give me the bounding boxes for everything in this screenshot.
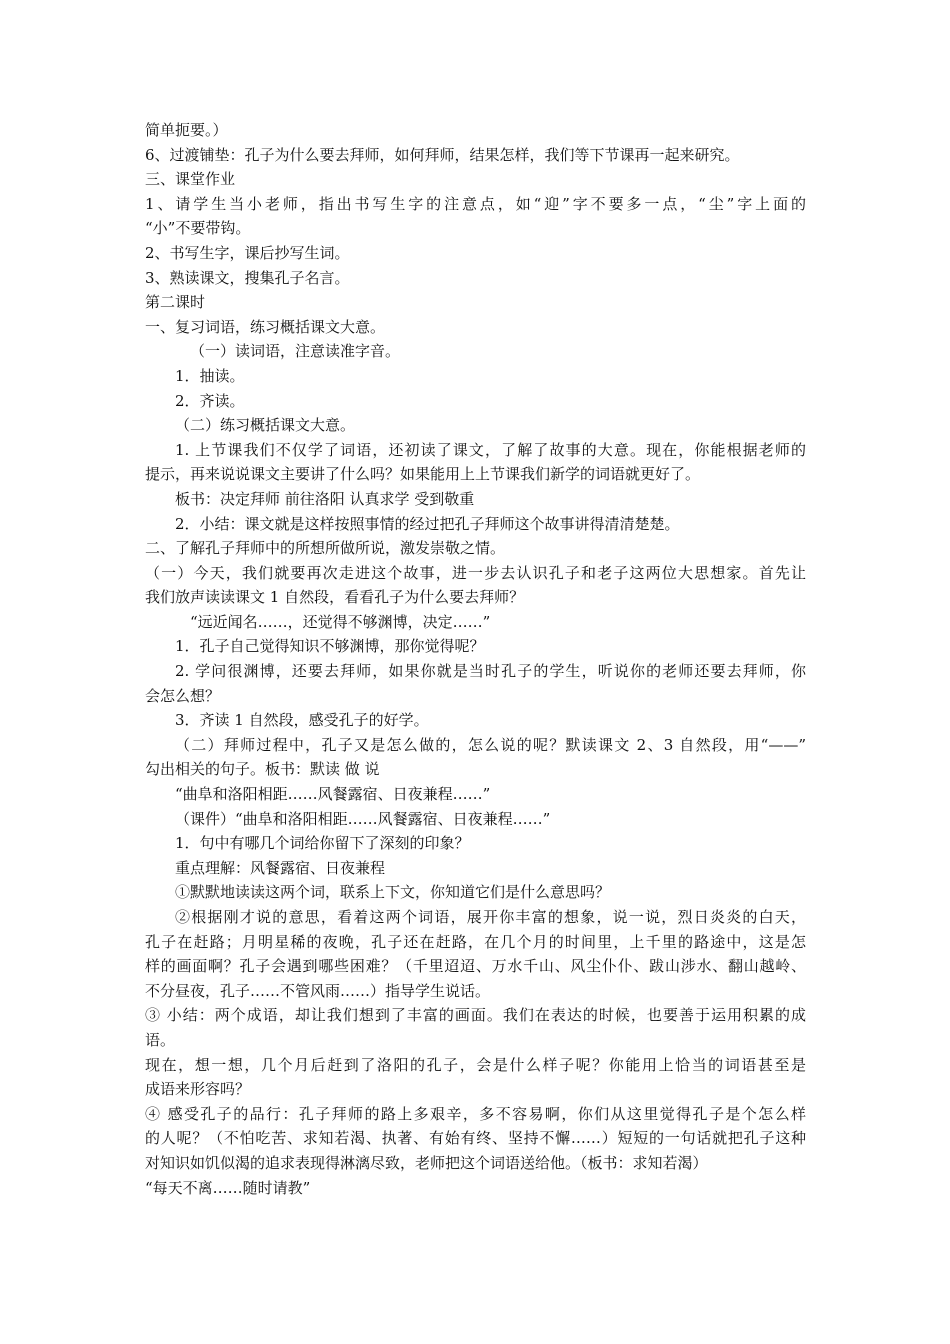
text-line: “远近闻名……，还觉得不够渊博，决定……” xyxy=(190,612,491,631)
text-line: 1．抽读。 xyxy=(175,366,245,385)
text-line: 样的画面啊？孔子会遇到哪些困难？（千里迢迢、万水千山、风尘仆仆、跋山涉水、翻山越岭、 xyxy=(145,957,806,976)
text-line: 2、书写生字，课后抄写生词。 xyxy=(145,243,350,262)
text-line: “每天不离……随时请教” xyxy=(145,1178,311,1197)
text-line: ①默默地读读这两个词，联系上下文，你知道它们是什么意思吗？ xyxy=(175,883,611,902)
text-line: 简单扼要。） xyxy=(145,121,228,139)
text-line: 第二课时 xyxy=(145,293,206,312)
text-line: 我们放声读读课文 1 自然段，看看孔子为什么要去拜师？ xyxy=(145,588,525,607)
text-line: （二）拜师过程中，孔子又是怎么做的，怎么说的呢？默读课文 2、3 自然段，用“——” xyxy=(175,735,806,754)
text-line: 三、课堂作业 xyxy=(145,170,236,189)
text-line: 板书：决定拜师 前往洛阳 认真求学 受到敬重 xyxy=(175,489,475,508)
text-line: 现在，想一想，几个月后赶到了洛阳的孔子，会是什么样子呢？你能用上恰当的词语甚至是 xyxy=(145,1055,806,1074)
text-line: （二）练习概括课文大意。 xyxy=(175,416,356,435)
text-line: 1．孔子自己觉得知识不够渊博，那你觉得呢？ xyxy=(175,637,485,656)
text-line: ③ 小结：两个成语，却让我们想到了丰富的画面。我们在表达的时候，也要善于运用积累的成 xyxy=(145,1006,806,1025)
text-line: 成语来形容吗？ xyxy=(145,1080,251,1099)
text-line: 会怎么想？ xyxy=(145,686,221,705)
text-line: “小”不要带钩。 xyxy=(145,219,251,238)
text-line: 孔子在赶路；月明星稀的夜晚，孔子还在赶路，在几个月的时间里，上千里的路途中，这是怎 xyxy=(145,932,806,951)
text-line: 语。 xyxy=(145,1030,176,1049)
text-line: （课件）“曲阜和洛阳相距……风餐露宿、日夜兼程……” xyxy=(175,809,551,828)
text-line: （一）读词语，注意读准字音。 xyxy=(190,342,401,361)
text-line: 2. 学问很渊博，还要去拜师，如果你就是当时孔子的学生，听说你的老师还要去拜师，你 xyxy=(175,662,806,681)
text-line: 对知识如饥似渴的追求表现得淋漓尽致，老师把这个词语送给他。（板书：求知若渴） xyxy=(145,1153,708,1172)
text-line: 6、过渡铺垫：孔子为什么要去拜师，如何拜师，结果怎样，我们等下节课再一起来研究。 xyxy=(145,145,740,164)
text-line: 1. 上节课我们不仅学了词语，还初读了课文，了解了故事的大意。现在，你能根据老师的 xyxy=(175,440,806,459)
text-line: 2．小结：课文就是这样按照事情的经过把孔子拜师这个故事讲得清清楚楚。 xyxy=(175,514,680,533)
text-line: （一）今天，我们就要再次走进这个故事，进一步去认识孔子和老子这两位大思想家。首先让 xyxy=(145,563,806,582)
text-line: 1．句中有哪几个词给你留下了深刻的印象？ xyxy=(175,834,470,853)
lesson-plan-text xyxy=(145,118,806,1200)
text-line: 的人呢？（不怕吃苦、求知若渴、执著、有始有终、坚持不懈……）短短的一句话就把孔子这种 xyxy=(145,1129,806,1148)
text-line: ②根据刚才说的意思，看着这两个词语，展开你丰富的想象，说一说，烈日炎炎的白天， xyxy=(175,908,806,926)
text-line: 一、复习词语，练习概括课文大意。 xyxy=(145,317,386,336)
text-line: 3、熟读课文，搜集孔子名言。 xyxy=(145,268,350,287)
text-line: ④ 感受孔子的品行：孔子拜师的路上多艰辛，多不容易啊，你们从这里觉得孔子是个怎么样 xyxy=(145,1104,806,1123)
text-line: “曲阜和洛阳相距……风餐露宿、日夜兼程……” xyxy=(175,785,491,804)
text-line: 重点理解：风餐露宿、日夜兼程 xyxy=(175,858,386,877)
text-line: 3．齐读 1 自然段，感受孔子的好学。 xyxy=(175,711,429,730)
text-line: 提示，再来说说课文主要讲了什么吗？如果能用上上节课我们新学的词语就更好了。 xyxy=(145,465,701,484)
text-line: 1、请学生当小老师，指出书写生字的注意点，如“迎”字不要多一点，“尘”字上面的 xyxy=(145,194,806,213)
text-line: 不分昼夜，孔子……不管风雨……）指导学生说话。 xyxy=(145,981,491,1000)
text-line: 二、了解孔子拜师中的所想所做所说，激发崇敬之情。 xyxy=(145,539,506,558)
text-line: 勾出相关的句子。板书：默读 做 说 xyxy=(145,760,380,779)
text-line: 2．齐读。 xyxy=(175,391,245,410)
